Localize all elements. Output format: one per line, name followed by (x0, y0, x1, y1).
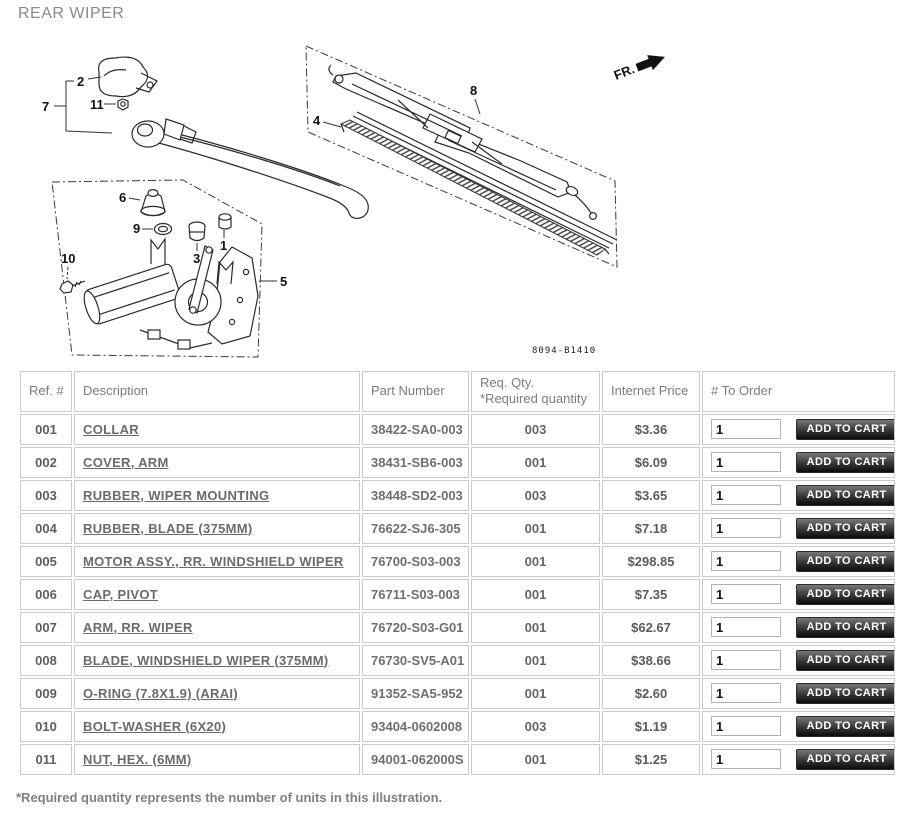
o-ring (155, 224, 172, 235)
part-number-cell: 93404-0602008 (362, 711, 469, 742)
table-row (20, 546, 895, 577)
ref-cell: 001 (20, 414, 72, 445)
callout-2 (77, 74, 84, 89)
add-to-cart-button[interactable]: ADD TO CART (796, 419, 895, 440)
add-to-cart-button[interactable]: ADD TO CART (796, 584, 895, 605)
ref-cell: 009 (20, 678, 72, 709)
price-cell: $1.25 (602, 744, 700, 775)
price-cell: $3.65 (602, 480, 700, 511)
arm-nut (118, 99, 128, 110)
header-row (20, 371, 895, 412)
callout-5 (259, 274, 287, 289)
add-to-cart-button[interactable]: ADD TO CART (796, 485, 895, 506)
blade-rubber (341, 112, 617, 255)
svg-text:7: 7 (42, 99, 50, 114)
callout-8 (470, 83, 480, 114)
order-header: # To Order (702, 371, 895, 412)
req-qty-cell: 003 (471, 711, 600, 742)
diagram-code: 8094-B1410 (532, 346, 597, 356)
svg-text:6: 6 (119, 190, 127, 205)
table-row (20, 579, 895, 610)
part-number-cell: 38431-SB6-003 (362, 447, 469, 478)
arm-cover (99, 57, 157, 97)
req-qty-cell: 003 (471, 414, 600, 445)
price-cell: $3.36 (602, 414, 700, 445)
callout-1 (220, 230, 227, 253)
part-link[interactable]: NUT, HEX. (6MM) (83, 751, 192, 767)
motor-assembly (81, 239, 258, 349)
add-to-cart-button[interactable]: ADD TO CART (796, 716, 895, 737)
ref-cell: 005 (20, 546, 72, 577)
req-qty-cell: 003 (471, 480, 600, 511)
svg-text:2: 2 (77, 74, 85, 89)
order-qty-input[interactable] (711, 452, 781, 472)
order-qty-input[interactable] (711, 419, 781, 439)
callout-7 (42, 99, 49, 114)
req-qty-cell: 001 (471, 612, 600, 643)
ref-header: Ref. # (20, 371, 72, 412)
callout-3 (193, 243, 200, 266)
part-link[interactable]: RUBBER, WIPER MOUNTING (83, 487, 270, 503)
price-cell: $7.18 (602, 513, 700, 544)
order-qty-input[interactable] (711, 749, 781, 769)
wiper-arm (132, 119, 368, 218)
table-row (20, 612, 895, 643)
fr-label: FR. (611, 61, 637, 83)
svg-text:9: 9 (133, 221, 141, 236)
part-number-cell: 76700-S03-003 (362, 546, 469, 577)
req-qty-cell: 001 (471, 744, 600, 775)
price-cell: $7.35 (602, 579, 700, 610)
table-row (20, 480, 895, 511)
add-to-cart-button[interactable]: ADD TO CART (796, 749, 895, 770)
callout-6 (119, 190, 140, 205)
add-to-cart-button[interactable]: ADD TO CART (796, 617, 895, 638)
parts-table (18, 369, 897, 777)
ref-cell: 010 (20, 711, 72, 742)
callout-10 (61, 251, 75, 279)
price-cell: $6.09 (602, 447, 700, 478)
part-link[interactable]: ARM, RR. WIPER (83, 619, 193, 635)
wiper-blade-assembly (329, 65, 596, 219)
required-qty-footnote: *Required quantity represents the number of units in this illustration. (16, 790, 443, 805)
part-link[interactable]: COVER, ARM (83, 454, 169, 470)
collar (219, 214, 231, 229)
parts-table-container (18, 369, 897, 777)
part-link[interactable]: O-RING (7.8X1.9) (ARAI) (83, 685, 238, 701)
req-qty-cell: 001 (471, 513, 600, 544)
order-qty-input[interactable] (711, 716, 781, 736)
ref-cell: 003 (20, 480, 72, 511)
table-row (20, 711, 895, 742)
description-header: Description (74, 371, 360, 412)
req-qty-cell: 001 (471, 645, 600, 676)
order-qty-input[interactable] (711, 617, 781, 637)
price-cell: $62.67 (602, 612, 700, 643)
part-number-cell: 91352-SA5-952 (362, 678, 469, 709)
order-qty-input[interactable] (711, 584, 781, 604)
add-to-cart-button[interactable]: ADD TO CART (796, 650, 895, 671)
svg-text:10: 10 (61, 251, 76, 266)
req-qty-cell: 001 (471, 447, 600, 478)
ref-cell: 006 (20, 579, 72, 610)
part-number-cell: 94001-062000S (362, 744, 469, 775)
add-to-cart-button[interactable]: ADD TO CART (796, 683, 895, 704)
pivot-cap (141, 190, 165, 216)
table-row (20, 513, 895, 544)
price-header: Internet Price (602, 371, 700, 412)
price-cell: $38.66 (602, 645, 700, 676)
req-qty-cell: 001 (471, 678, 600, 709)
price-cell: $1.19 (602, 711, 700, 742)
table-row (20, 414, 895, 445)
add-to-cart-button[interactable]: ADD TO CART (796, 551, 895, 572)
callout-11 (90, 97, 104, 112)
part-number-cell: 76622-SJ6-305 (362, 513, 469, 544)
part-link[interactable]: BOLT-WASHER (6X20) (83, 718, 227, 734)
part-link[interactable]: BLADE, WINDSHIELD WIPER (375MM) (83, 652, 329, 668)
svg-text:1: 1 (220, 238, 228, 253)
part-number-cell: 38422-SA0-003 (362, 414, 469, 445)
mounting-rubber (189, 222, 205, 241)
part-number-cell: 76711-S03-003 (362, 579, 469, 610)
add-to-cart-button[interactable]: ADD TO CART (796, 452, 895, 473)
part-link[interactable]: MOTOR ASSY., RR. WINDSHIELD WIPER (83, 553, 344, 569)
req-qty-cell: 001 (471, 546, 600, 577)
fr-direction-arrow (612, 49, 668, 83)
order-qty-input[interactable] (711, 650, 781, 670)
part-link[interactable]: CAP, PIVOT (83, 586, 159, 602)
part-link[interactable]: RUBBER, BLADE (375MM) (83, 520, 253, 536)
rear-wiper-exploded-diagram (0, 0, 916, 368)
order-qty-input[interactable] (711, 518, 781, 538)
order-qty-input[interactable] (711, 683, 781, 703)
price-cell: $298.85 (602, 546, 700, 577)
svg-text:4: 4 (313, 113, 321, 128)
add-to-cart-button[interactable]: ADD TO CART (796, 518, 895, 539)
part-number-header: Part Number (362, 371, 469, 412)
bolt-washer (60, 281, 85, 293)
req-qty-header: Req. Qty. *Required quantity (471, 371, 600, 412)
part-number-cell: 76720-S03-G01 (362, 612, 469, 643)
ref-cell: 008 (20, 645, 72, 676)
callout-9 (133, 221, 153, 236)
price-cell: $2.60 (602, 678, 700, 709)
part-number-cell: 38448-SD2-003 (362, 480, 469, 511)
svg-text:5: 5 (280, 274, 288, 289)
svg-text:11: 11 (90, 97, 104, 112)
table-row (20, 645, 895, 676)
table-row (20, 447, 895, 478)
table-row (20, 678, 895, 709)
ref-cell: 004 (20, 513, 72, 544)
callout-4 (313, 113, 341, 128)
ref-cell: 007 (20, 612, 72, 643)
page-title: REAR WIPER (18, 5, 125, 22)
table-row (20, 744, 895, 775)
svg-text:3: 3 (193, 251, 201, 266)
order-qty-input[interactable] (711, 551, 781, 571)
part-link[interactable]: COLLAR (83, 421, 139, 437)
part-number-cell: 76730-SV5-A01 (362, 645, 469, 676)
ref-cell: 002 (20, 447, 72, 478)
ref-cell: 011 (20, 744, 72, 775)
order-qty-input[interactable] (711, 485, 781, 505)
req-qty-cell: 001 (471, 579, 600, 610)
svg-text:8: 8 (470, 83, 478, 98)
